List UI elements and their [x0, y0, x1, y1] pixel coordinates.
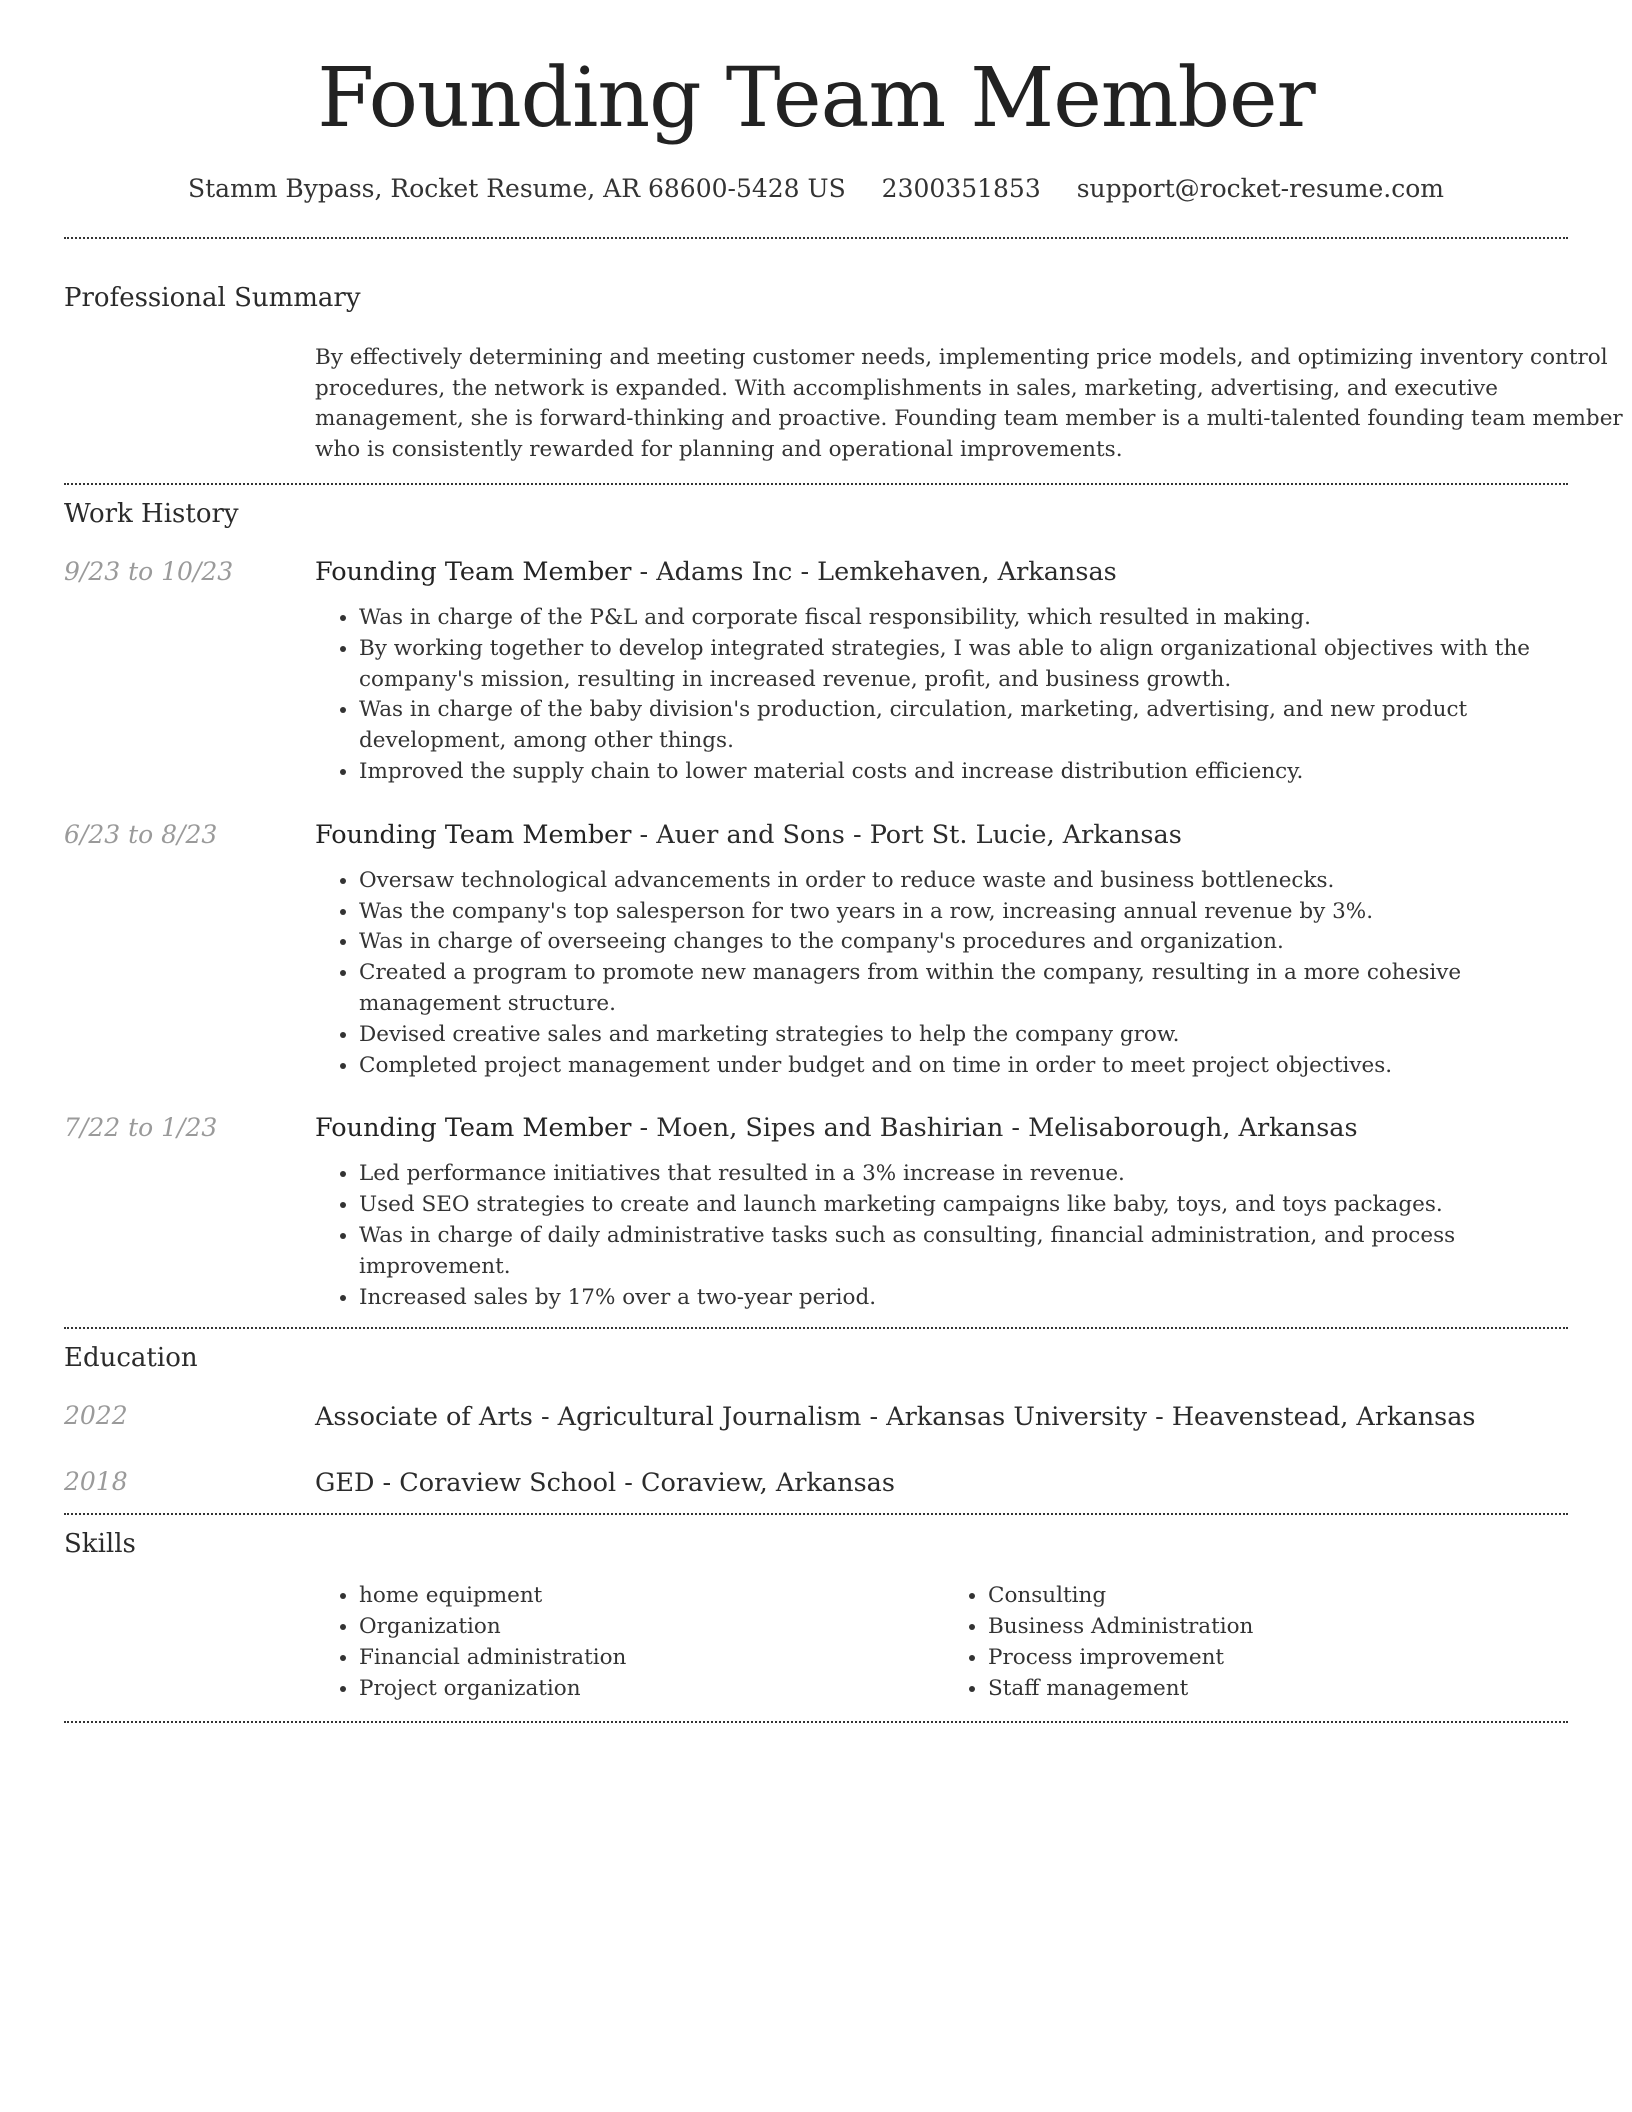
job-bullet: • Was in charge of daily administrative tasks such as consulting, financial administration, and process improvement.: [359, 1221, 1568, 1283]
job-role: Founding Team Member: [315, 557, 632, 587]
job-heading: [315, 818, 1568, 852]
job-bullet: • Completed project management under budget and on time in order to meet project objectives.: [359, 1051, 1568, 1082]
job-bullet: • Oversaw technological advancements in order to reduce waste and business bottlenecks.: [359, 866, 1568, 897]
job-dates: 6/23 to 8/23: [64, 819, 218, 849]
skill-item: • Staff management: [988, 1674, 1558, 1705]
summary-text: By effectively determining and meeting customer needs, implementing price models, and optimizing inventory control procedures, the network is expanded. With accomplishments in sales, marketing, advertising, and executive management, she is forward-thinking and proactive. Founding team member is a multi-talented founding team member who is consistently rewarded for planning and operational improvements.: [315, 345, 1623, 462]
skill-item: • Business Administration: [988, 1612, 1558, 1643]
education-year: 2018: [64, 1467, 128, 1497]
education-section: [64, 1329, 1568, 1513]
job-details: - Auer and Sons - Port St. Lucie, Arkansas: [631, 819, 1182, 850]
education-year: 2022: [64, 1401, 128, 1431]
contact-phone: 2300351853: [881, 174, 1041, 203]
job-heading: [315, 1111, 1568, 1145]
section-title-summary: Professional Summary: [64, 283, 361, 313]
education-text: GED - Coraview School - Coraview, Arkansas: [315, 1468, 895, 1499]
job-role: Founding Team Member: [315, 819, 632, 850]
contact-line: [64, 174, 1568, 203]
job-list: [64, 555, 1568, 1313]
job-entry: [64, 1111, 1568, 1313]
section-title-education: Education: [64, 1343, 198, 1374]
job-bullets: [315, 1159, 1568, 1313]
skill-item: • Process improvement: [988, 1643, 1558, 1674]
job-bullet: • Led performance initiatives that resulted in a 3% increase in revenue.: [359, 1159, 1568, 1190]
job-bullet: • Was in charge of the P&L and corporate fiscal responsibility, which resulted in making.: [359, 603, 1568, 634]
education-entry: [64, 1399, 1568, 1435]
job-bullet: • Was the company's top salesperson for two years in a row, increasing annual revenue by 3%.: [359, 897, 1568, 928]
skill-item: • Project organization: [359, 1674, 929, 1705]
job-heading: [315, 555, 1568, 589]
section-title-skills: Skills: [64, 1529, 136, 1560]
skill-item: • home equipment: [359, 1581, 929, 1612]
professional-summary-section: [64, 239, 1623, 483]
contact-address: Stamm Bypass, Rocket Resume, AR 68600-5428 US: [188, 174, 846, 203]
job-bullet: • Was in charge of the baby division's production, circulation, marketing, advertising, and new product development, among other things.: [359, 695, 1568, 757]
job-bullet: • Used SEO strategies to create and launch marketing campaigns like baby, toys, and toys packages.: [359, 1190, 1568, 1221]
job-body: [315, 555, 1568, 788]
job-role: Founding Team Member: [315, 1113, 632, 1144]
candidate-name: Founding Team Member: [317, 51, 1315, 146]
job-body: [315, 1111, 1568, 1313]
job-bullet: • Was in charge of overseeing changes to the company's procedures and organization.: [359, 927, 1568, 958]
skills-grid: [315, 1581, 1568, 1704]
work-history-section: [64, 485, 1568, 1327]
skill-item: • Organization: [359, 1612, 929, 1643]
divider: [64, 1721, 1568, 1723]
job-details: - Adams Inc - Lemkehaven, Arkansas: [631, 557, 1117, 587]
education-text: Associate of Arts - Agricultural Journalism - Arkansas University - Heavenstead, Arkansas: [315, 1402, 1476, 1433]
job-details: - Moen, Sipes and Bashirian - Melisaborough, Arkansas: [631, 1113, 1358, 1144]
job-entry: [64, 555, 1568, 788]
job-bullet: • Increased sales by 17% over a two-year period.: [359, 1283, 1568, 1314]
job-dates: 7/22 to 1/23: [64, 1113, 218, 1143]
job-bullet: • Created a program to promote new managers from within the company, resulting in a more cohesive management structure.: [359, 958, 1568, 1020]
skills-list-left: [315, 1581, 929, 1704]
job-dates: 9/23 to 10/23: [64, 557, 234, 586]
skill-item: • Consulting: [988, 1581, 1558, 1612]
job-bullets: [315, 866, 1568, 1082]
skills-section: [64, 1515, 1568, 1720]
job-entry: [64, 818, 1568, 1082]
contact-email: support@rocket-resume.com: [1076, 174, 1444, 203]
skill-item: • Financial administration: [359, 1643, 929, 1674]
job-body: [315, 818, 1568, 1082]
section-title-work: Work History: [64, 499, 239, 529]
job-bullet: • Devised creative sales and marketing strategies to help the company grow.: [359, 1020, 1568, 1051]
skills-list-right: [944, 1581, 1558, 1704]
job-bullet: • By working together to develop integrated strategies, I was able to align organizational objectives with the company's mission, resulting in increased revenue, profit, and business growth.: [359, 634, 1568, 696]
education-entry: [64, 1465, 1568, 1501]
job-bullets: [315, 603, 1568, 788]
job-bullet: • Improved the supply chain to lower material costs and increase distribution efficiency.: [359, 757, 1568, 788]
